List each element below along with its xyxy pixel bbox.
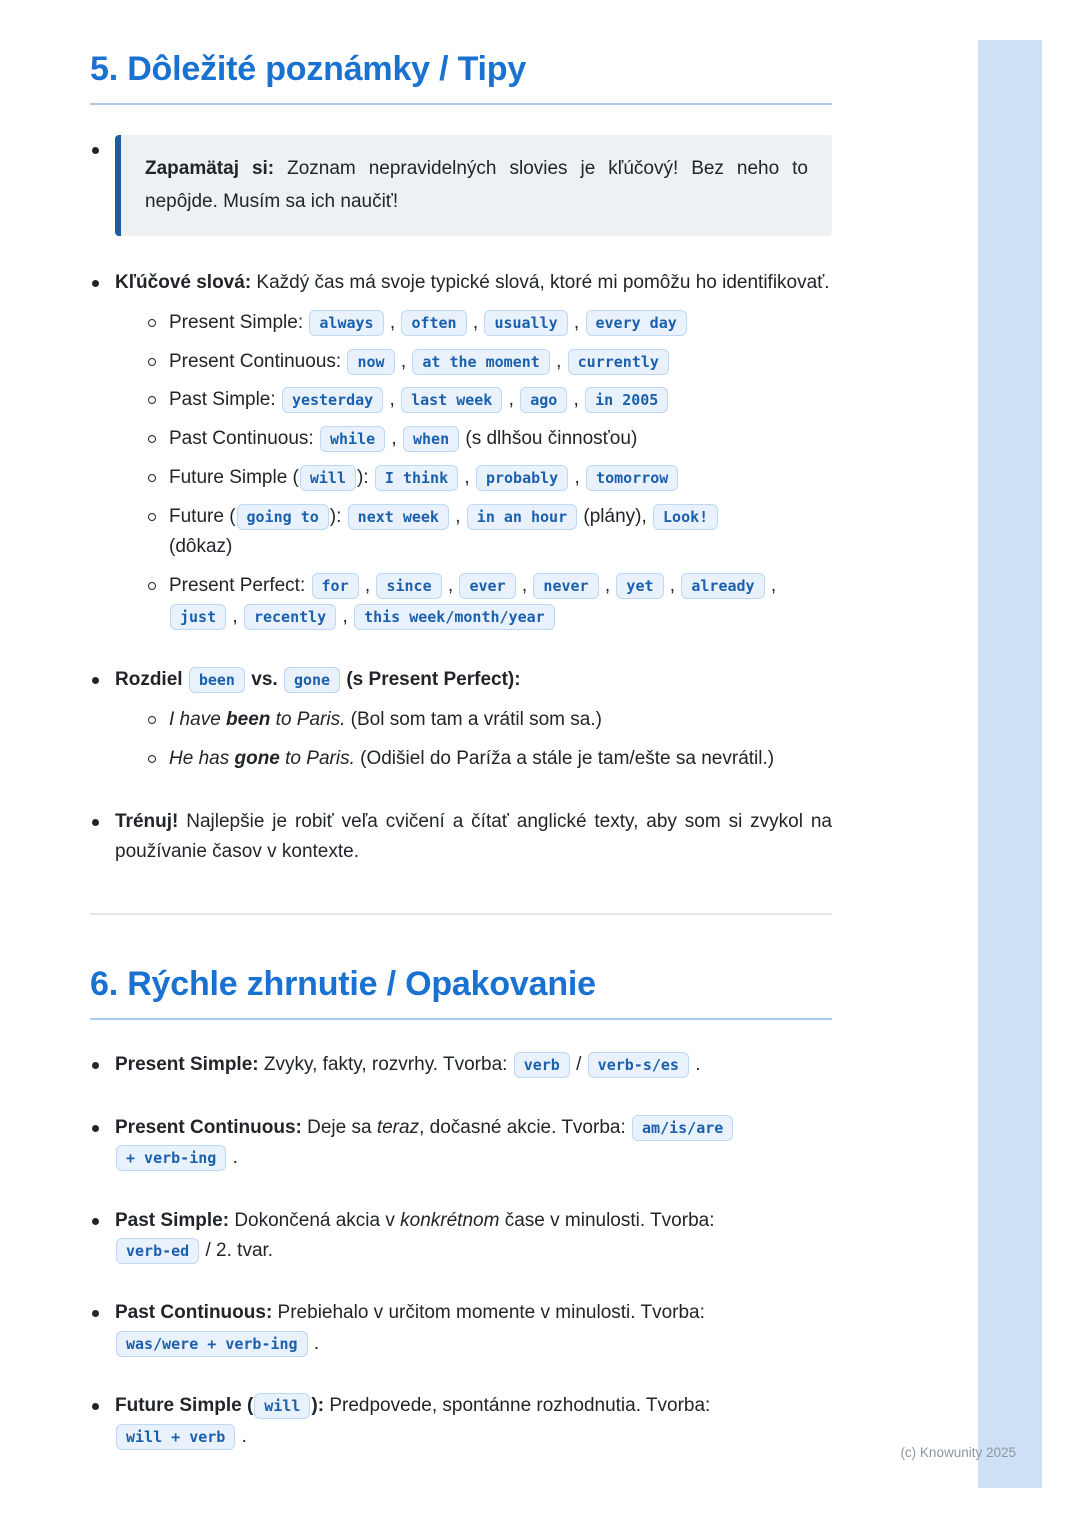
text-segment: ,	[395, 350, 412, 372]
text-segment: (dôkaz)	[169, 536, 233, 558]
bullet-marker	[92, 1218, 99, 1225]
code-chip: + verb-ing	[116, 1145, 226, 1171]
paragraph	[115, 1391, 832, 1452]
code-chip: when	[403, 426, 459, 452]
code-chip: ever	[459, 573, 515, 599]
sub-bullet-marker	[148, 358, 156, 366]
sub-list-item	[148, 571, 832, 633]
text-segment: , dočasné akcie. Tvorba:	[419, 1116, 632, 1138]
text-segment: to Paris.	[279, 747, 355, 769]
sub-bullet-marker	[148, 396, 156, 404]
sub-paragraph	[169, 502, 719, 564]
text-segment: ,	[359, 575, 376, 597]
sub-list-item	[148, 385, 832, 416]
sub-list-item	[148, 424, 832, 455]
paragraph	[115, 1050, 832, 1080]
text-segment: Prebiehalo v určitom momente v minulosti. Tvorba:	[272, 1302, 705, 1324]
text-segment: Zoznam nepravidelných slovies je kľúčový! Bez neho to nepôjde. Musím sa ich naučiť!	[145, 158, 808, 213]
text-segment: ,	[664, 575, 681, 597]
text-segment: ,	[384, 389, 401, 411]
list-item-body	[115, 1113, 832, 1174]
callout-text	[145, 152, 808, 219]
text-segment: Každý čas má svoje typické slová, ktoré mi pomôžu ho identifikovať.	[251, 271, 830, 293]
text-segment: gone	[234, 747, 280, 769]
sub-list-item	[148, 463, 832, 494]
page-edge-strip	[978, 40, 1042, 1488]
text-segment: ,	[568, 311, 585, 333]
code-chip: in an hour	[467, 504, 577, 530]
code-chip: yesterday	[282, 387, 383, 413]
list-item	[90, 1391, 832, 1452]
list-item	[90, 665, 832, 775]
text-segment: vs.	[245, 668, 283, 690]
text-segment: Present Perfect:	[169, 575, 311, 597]
sub-paragraph	[169, 385, 669, 416]
code-chip: tomorrow	[586, 465, 678, 491]
sub-paragraph	[169, 347, 670, 378]
sub-bullet-marker	[148, 319, 156, 327]
text-segment: / 2. tvar.	[200, 1240, 274, 1262]
paragraph	[115, 1113, 832, 1174]
list-item-body	[115, 135, 832, 236]
text-segment: .	[227, 1147, 238, 1169]
sub-paragraph	[169, 744, 774, 775]
code-chip: always	[309, 310, 383, 336]
section-title-rule	[90, 1018, 832, 1020]
code-chip: ago	[520, 387, 567, 413]
text-segment: ,	[550, 350, 567, 372]
code-chip: been	[189, 667, 245, 693]
bullet-marker	[92, 1062, 99, 1069]
text-segment: ):	[329, 505, 347, 527]
text-segment: .	[308, 1332, 320, 1354]
code-chip: for	[312, 573, 359, 599]
text-segment: Zapamätaj si:	[145, 158, 275, 179]
callout-box	[115, 135, 832, 236]
code-chip: I think	[375, 465, 458, 491]
text-segment: Deje sa	[301, 1116, 377, 1138]
text-segment: (Bol som tam a vrátil som sa.)	[345, 709, 602, 731]
text-segment: ,	[459, 466, 475, 488]
text-segment: Future Simple (	[169, 466, 299, 488]
text-segment: ,	[384, 311, 401, 333]
text-segment: Present Simple:	[169, 311, 309, 333]
text-segment: Rozdiel	[115, 668, 188, 690]
text-segment: ):	[311, 1395, 330, 1417]
bullet-marker	[92, 819, 99, 826]
text-segment: ,	[569, 466, 586, 488]
code-chip: verb-s/es	[588, 1052, 689, 1078]
text-segment: Predpovede, spontánne rozhodnutia. Tvorba:	[329, 1395, 711, 1417]
list-item	[90, 807, 832, 868]
text-segment: (s dlhšou činnosťou)	[460, 428, 638, 450]
code-chip: just	[170, 604, 226, 630]
bullet-marker	[92, 147, 99, 154]
text-segment: Trénuj!	[115, 810, 179, 832]
text-segment: /	[570, 1054, 587, 1076]
text-segment: (plány),	[578, 505, 653, 527]
code-chip: going to	[237, 504, 329, 530]
text-segment: ,	[599, 575, 616, 597]
code-chip: probably	[476, 465, 568, 491]
list-item-body	[115, 1050, 832, 1080]
sub-paragraph	[169, 705, 602, 736]
code-chip: will	[254, 1393, 310, 1419]
copyright-footer: (c) Knowunity 2025	[900, 1445, 1016, 1460]
code-chip: since	[376, 573, 441, 599]
text-segment: ,	[227, 606, 243, 628]
sub-list	[148, 308, 832, 633]
code-chip: verb-ed	[116, 1238, 199, 1264]
paragraph	[115, 1206, 832, 1267]
text-segment: .	[689, 1054, 701, 1076]
section-blocks	[90, 135, 832, 867]
code-chip: am/is/are	[632, 1115, 733, 1141]
code-chip: was/were + verb-ing	[116, 1331, 308, 1357]
paragraph	[115, 268, 832, 298]
section	[90, 965, 832, 1452]
bullet-marker	[92, 1125, 99, 1132]
list-item-body	[115, 807, 832, 868]
sub-list-item	[148, 502, 832, 564]
text-segment: He has	[169, 747, 235, 769]
text-segment: ,	[516, 575, 533, 597]
text-segment: Kľúčové slová:	[115, 271, 252, 293]
sub-bullet-marker	[148, 513, 156, 521]
text-segment: to Paris.	[270, 709, 346, 731]
sub-bullet-marker	[148, 755, 156, 763]
text-segment: teraz	[376, 1116, 420, 1138]
text-segment: Future (	[169, 505, 236, 527]
text-segment: been	[226, 709, 271, 731]
sub-list-item	[148, 347, 832, 378]
code-chip: next week	[348, 504, 449, 530]
text-segment: ,	[568, 389, 585, 411]
code-chip: will	[300, 465, 356, 491]
section-blocks	[90, 1050, 832, 1452]
code-chip: usually	[484, 310, 567, 336]
text-segment: ,	[765, 575, 777, 597]
bullet-marker	[92, 677, 99, 684]
text-segment: Zvyky, fakty, rozvrhy. Tvorba:	[258, 1054, 513, 1076]
sub-list-item	[148, 744, 832, 775]
code-chip: gone	[284, 667, 340, 693]
code-chip: every day	[586, 310, 687, 336]
paragraph	[115, 1298, 832, 1359]
sub-list-item	[148, 308, 832, 339]
list-item-body	[115, 1206, 832, 1267]
code-chip: at the moment	[412, 349, 549, 375]
code-chip: often	[401, 310, 466, 336]
list-item	[90, 1298, 832, 1359]
code-chip: recently	[244, 604, 336, 630]
paragraph	[115, 807, 832, 868]
text-segment: Dokončená akcia v	[229, 1209, 401, 1231]
text-segment: Najlepšie je robiť veľa cvičení a čítať anglické texty, aby som si zvykol na používanie časov v kontexte.	[115, 810, 832, 863]
list-item-body	[115, 1391, 832, 1452]
list-item-body	[115, 268, 832, 633]
text-segment: ,	[467, 311, 484, 333]
list-item	[90, 1206, 832, 1267]
list-item	[90, 135, 832, 236]
text-segment: ,	[503, 389, 520, 411]
code-chip: never	[533, 573, 598, 599]
code-chip: this week/month/year	[354, 604, 555, 630]
text-segment: ):	[357, 466, 374, 488]
code-chip: will + verb	[116, 1424, 235, 1450]
code-chip: currently	[568, 349, 669, 375]
text-segment: Past Simple:	[115, 1209, 230, 1231]
code-chip: Look!	[653, 504, 718, 530]
code-chip: now	[347, 349, 394, 375]
code-chip: in 2005	[585, 387, 668, 413]
text-segment: Future Simple (	[115, 1395, 254, 1417]
sub-bullet-marker	[148, 716, 156, 724]
text-segment: ,	[449, 505, 466, 527]
list-item-body	[115, 1298, 832, 1359]
text-segment: Past Continuous:	[115, 1302, 273, 1324]
sub-paragraph	[169, 424, 637, 455]
text-segment: .	[236, 1425, 247, 1447]
text-segment: (s Present Perfect):	[341, 668, 521, 690]
document-content	[90, 50, 832, 1452]
section	[90, 50, 832, 867]
text-segment: Present Continuous:	[115, 1116, 302, 1138]
code-chip: verb	[514, 1052, 570, 1078]
sub-bullet-marker	[148, 582, 156, 590]
sub-paragraph	[169, 308, 688, 339]
text-segment: Past Simple:	[169, 389, 281, 411]
list-item	[90, 1050, 832, 1080]
section-title: 5. Dôležité poznámky / Tipy	[90, 50, 527, 88]
section-title: 6. Rýchle zhrnutie / Opakovanie	[90, 965, 596, 1004]
bullet-marker	[92, 1310, 99, 1317]
sub-paragraph	[169, 463, 679, 494]
text-segment: ,	[442, 575, 459, 597]
sub-list	[148, 705, 832, 775]
list-item	[90, 268, 832, 633]
code-chip: already	[681, 573, 764, 599]
code-chip: while	[320, 426, 385, 452]
text-segment: ,	[386, 428, 402, 450]
list-item-body	[115, 665, 832, 775]
section-divider	[90, 913, 832, 915]
text-segment: Present Simple:	[115, 1054, 259, 1076]
text-segment: (Odišiel do Paríža a stále je tam/ešte sa nevrátil.)	[354, 747, 775, 769]
text-segment: čase v minulosti. Tvorba:	[499, 1209, 715, 1231]
text-segment: ,	[337, 606, 354, 628]
list-item	[90, 1113, 832, 1174]
paragraph	[115, 665, 832, 695]
section-title-rule	[90, 103, 832, 105]
text-segment: I have	[169, 709, 227, 731]
text-segment: Past Continuous:	[169, 428, 319, 450]
code-chip: last week	[401, 387, 502, 413]
code-chip: yet	[616, 573, 663, 599]
text-segment: konkrétnom	[400, 1209, 500, 1231]
sub-bullet-marker	[148, 435, 156, 443]
bullet-marker	[92, 1403, 99, 1410]
text-segment: Present Continuous:	[169, 350, 347, 372]
sub-paragraph	[169, 571, 832, 633]
sub-list-item	[148, 705, 832, 736]
bullet-marker	[92, 280, 99, 287]
sub-bullet-marker	[148, 474, 156, 482]
